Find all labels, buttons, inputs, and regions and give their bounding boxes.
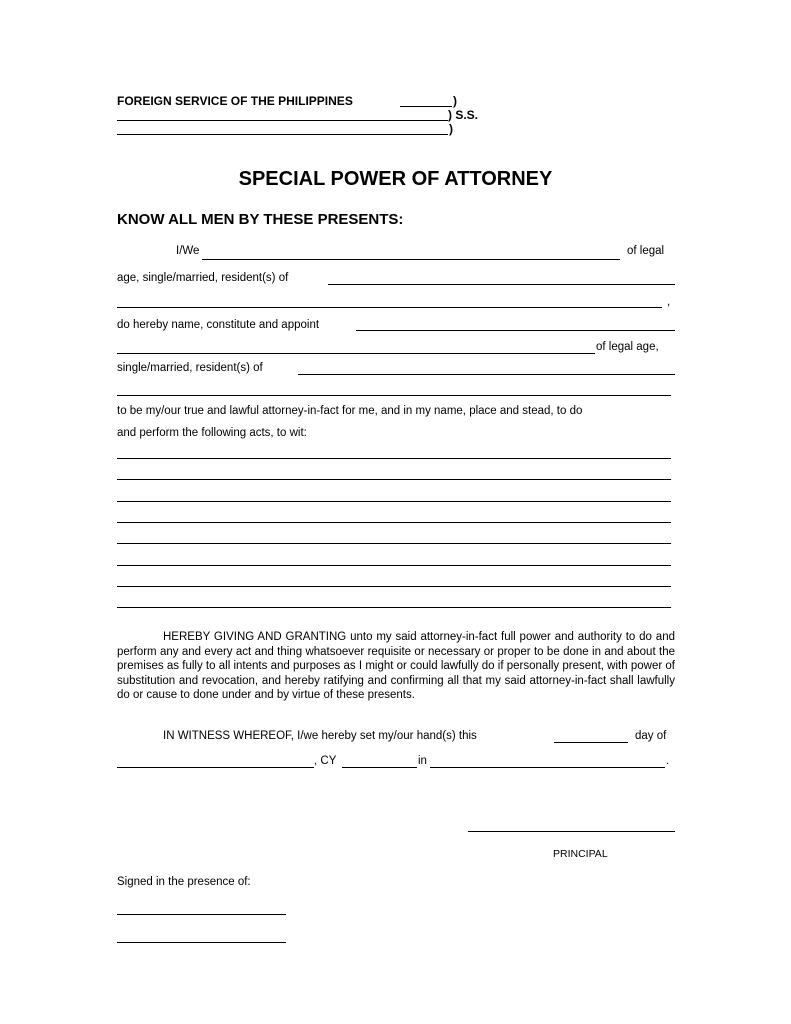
document-title: SPECIAL POWER OF ATTORNEY [238,168,553,190]
acts-line[interactable] [117,501,671,502]
witnesses-label: Signed in the presence of: [117,876,251,888]
year-field[interactable] [342,767,417,768]
place-field[interactable] [430,767,665,768]
header-blank-2[interactable] [117,120,448,121]
of-legal-label: of legal [627,245,665,257]
header-blank-3[interactable] [117,134,448,135]
foreign-service-label: FOREIGN SERVICE OF THE PHILIPPINES [117,94,353,108]
principal-label: PRINCIPAL [553,848,608,860]
attorney-name-field-2[interactable] [117,353,595,354]
comma-label: , [667,296,671,308]
witness-signature-line-1[interactable] [117,914,286,915]
principal-signature-line[interactable] [468,831,675,832]
acts-line[interactable] [117,607,671,608]
attorney-resident-label: single/married, resident(s) of [117,362,263,374]
header-ss: ) S.S. [448,108,479,122]
age-resident-label: age, single/married, resident(s) of [117,272,289,284]
document-subtitle: KNOW ALL MEN BY THESE PRESENTS: [117,211,404,228]
appoint-label: do hereby name, constitute and appoint [117,319,320,331]
attorney-residence-field[interactable] [298,374,675,375]
period-label: . [666,755,670,767]
principal-name-field[interactable] [202,259,620,260]
attorney-in-fact-text: to be my/our true and lawful attorney-in-fact for me, and in my name, place and stead, to do [117,405,583,417]
principal-residence-field[interactable] [328,284,675,285]
header-paren-3: ) [449,122,453,136]
acts-line[interactable] [117,458,671,459]
of-legal-age-label: of legal age, [596,341,659,353]
witness-signature-line-2[interactable] [117,942,286,943]
acts-line[interactable] [117,543,671,544]
acts-line[interactable] [117,479,671,480]
acts-line[interactable] [117,522,671,523]
acts-text: and perform the following acts, to wit: [117,427,307,439]
principal-residence-field-2[interactable] [117,307,662,308]
attorney-residence-field-2[interactable] [117,395,671,396]
cy-label: , CY [314,755,337,767]
month-field[interactable] [117,767,314,768]
day-of-label: day of [635,730,667,742]
header-line-1 [117,94,353,108]
hereby-paragraph [117,630,675,703]
attorney-name-field[interactable] [356,330,675,331]
hereby-text: HEREBY GIVING AND GRANTING unto my said attorney-in-fact full power and authority to do and perform any and every act and thing whatsoever requisite or necessary or proper to be done in and about the premises as fully to all intents and purposes as I might or could lawfully do if personally present, with power of substitution and revocation, and hereby ratifying and confirming all that my said attorney-in-fact shall lawfully do or cause to done under and by virtue of these presents. [117,631,675,701]
header-blank-1[interactable] [400,106,452,107]
header-paren-1: ) [453,94,457,108]
witness-text: IN WITNESS WHEREOF, I/we hereby set my/our hand(s) this [163,730,477,742]
in-label: in [418,755,427,767]
acts-line[interactable] [117,586,671,587]
acts-line[interactable] [117,565,671,566]
iwe-label: I/We [176,245,200,257]
day-field[interactable] [554,742,628,743]
